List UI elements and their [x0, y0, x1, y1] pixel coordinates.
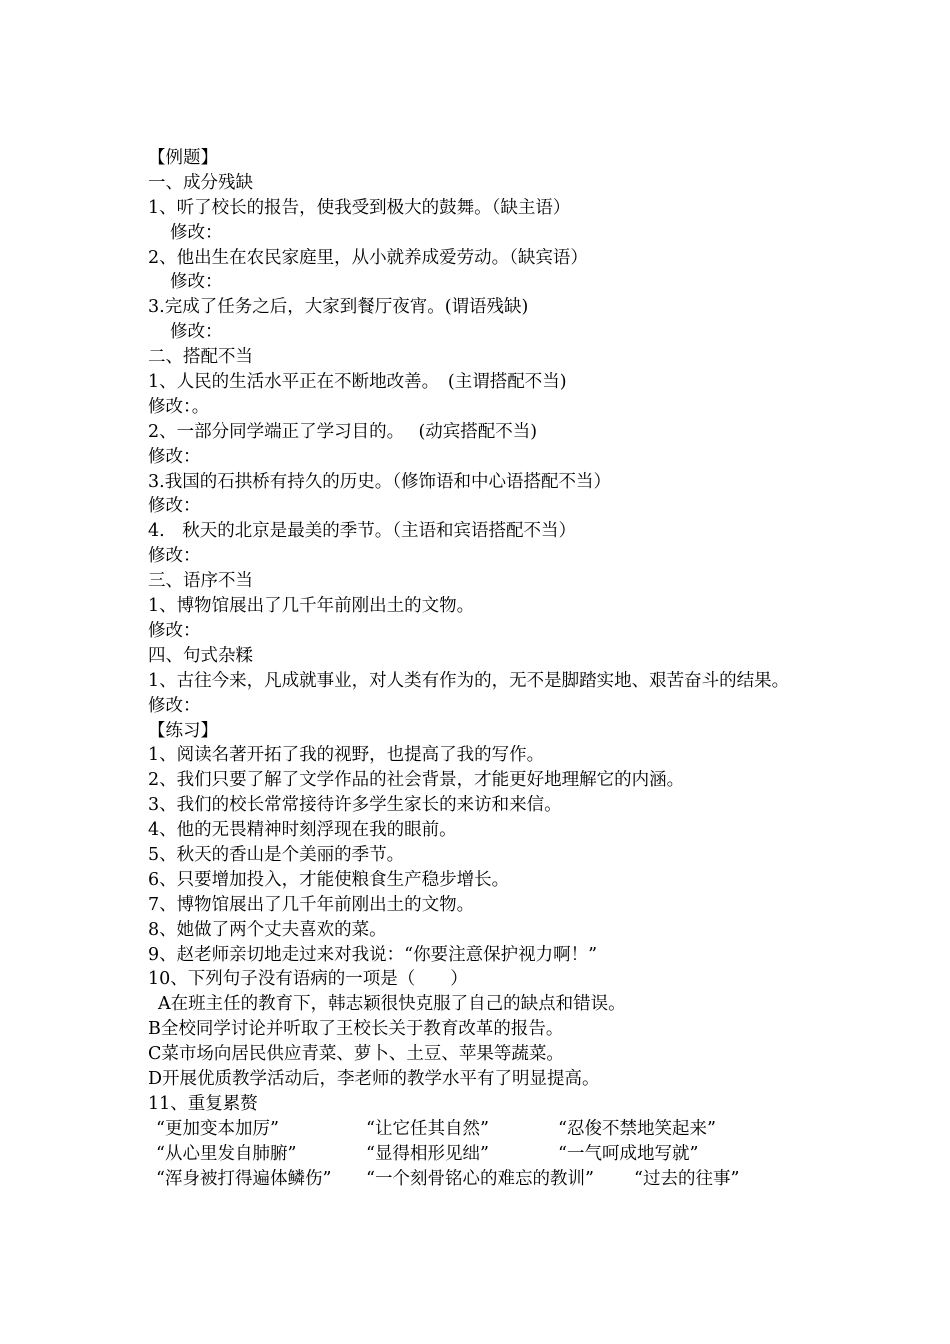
redundancy-title: 11、重复累赘 [148, 1093, 258, 1114]
phrase-row [148, 1167, 798, 1192]
phrase-row [148, 1117, 798, 1142]
fix-label: 修改： [148, 695, 201, 716]
phrase: “显得相形见绌” [366, 1143, 489, 1164]
practice-item: 9、赵老师亲切地走过来对我说：“你要注意保护视力啊！” [148, 944, 598, 965]
phrase: “一气呵成地写就” [558, 1143, 699, 1164]
example-sentence: 1、人民的生活水平正在不断地改善。 (主谓搭配不当) [148, 372, 567, 393]
example-sentence: 4. 秋天的北京是最美的季节。（主语和宾语搭配不当） [148, 521, 576, 542]
choice-option-d: D开展优质教学活动后，李老师的教学水平有了明显提高。 [148, 1068, 600, 1089]
phrase: “忍俊不禁地笑起来” [558, 1118, 716, 1139]
choice-option-a: A在班主任的教育下，韩志颖很快克服了自己的缺点和错误。 [158, 994, 626, 1015]
example-heading: 【例题】 [148, 148, 218, 168]
phrase: “让它任其自然” [366, 1118, 489, 1139]
example-sentence: 3.我国的石拱桥有持久的历史。（修饰语和中心语搭配不当） [148, 471, 611, 492]
fix-label: 修改： [170, 272, 223, 293]
practice-item: 2、我们只要了解了文学作品的社会背景，才能更好地理解它的内涵。 [148, 770, 685, 791]
practice-item: 6、只要增加投入，才能使粮食生产稳步增长。 [148, 869, 510, 890]
fix-label: 修改： [148, 620, 201, 641]
phrase-row [148, 1142, 798, 1167]
example-sentence: 2、他出生在农民家庭里，从小就养成爱劳动。（缺宾语） [148, 247, 588, 268]
practice-item: 8、她做了两个丈夫喜欢的菜。 [148, 919, 387, 940]
section-title-word-order: 三、语序不当 [148, 571, 253, 592]
practice-item: 7、博物馆展出了几千年前刚出土的文物。 [148, 894, 475, 915]
fix-label: 修改： [148, 546, 201, 567]
practice-item: 4、他的无畏精神时刻浮现在我的眼前。 [148, 820, 457, 841]
fix-label: 修改： [148, 496, 201, 517]
practice-item: 5、秋天的香山是个美丽的季节。 [148, 844, 405, 865]
choice-option-c: C菜市场向居民供应青菜、萝卜、土豆、苹果等蔬菜。 [148, 1044, 564, 1065]
practice-heading: 【练习】 [148, 720, 218, 741]
phrase: “一个刻骨铭心的难忘的教训” [366, 1168, 594, 1189]
choice-option-b: B全校同学讨论并听取了王校长关于教育改革的报告。 [148, 1019, 564, 1040]
fix-label: 修改：。 [148, 396, 210, 417]
section-title-mismatch: 二、搭配不当 [148, 347, 253, 368]
document-body [148, 146, 798, 1191]
example-sentence: 3.完成了任务之后，大家到餐厅夜宵。(谓语残缺) [148, 297, 529, 318]
practice-item: 3、我们的校长常常接待许多学生家长的来访和来信。 [148, 795, 562, 816]
practice-item: 1、阅读名著开拓了我的视野，也提高了我的写作。 [148, 745, 545, 766]
phrase: “浑身被打得遍体鳞伤” [156, 1168, 332, 1189]
example-sentence: 1、博物馆展出了几千年前刚出土的文物。 [148, 596, 475, 617]
section-title-mixed-structure: 四、句式杂糅 [148, 645, 253, 666]
example-sentence: 1、古往今来，凡成就事业，对人类有作为的，无不是脚踏实地、艰苦奋斗的结果。 [148, 670, 790, 691]
fix-label: 修改： [170, 322, 223, 343]
example-sentence: 2、一部分同学端正了学习目的。 (动宾搭配不当) [148, 421, 538, 442]
practice-item: 10、下列句子没有语病的一项是（ ） [148, 969, 468, 990]
fix-label: 修改： [170, 222, 223, 243]
phrase: “更加变本加厉” [156, 1118, 279, 1139]
fix-label: 修改： [148, 446, 201, 467]
section-title-missing-components: 一、成分残缺 [148, 172, 253, 193]
phrase: “过去的往事” [634, 1168, 740, 1189]
example-sentence: 1、听了校长的报告，使我受到极大的鼓舞。（缺主语） [148, 197, 571, 218]
phrase: “从心里发自肺腑” [156, 1143, 297, 1164]
